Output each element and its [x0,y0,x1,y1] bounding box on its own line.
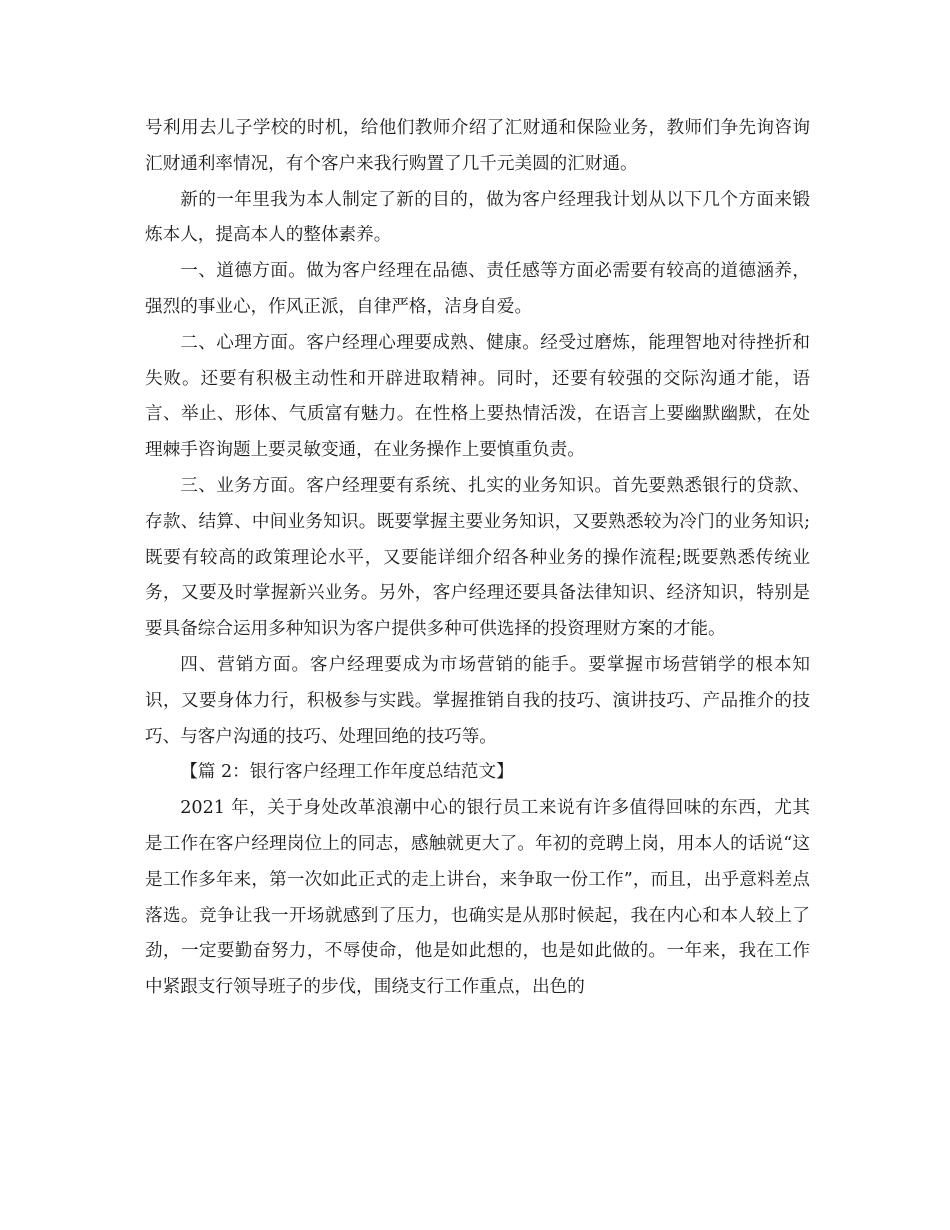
paragraph-goals-intro: 新的一年里我为本人制定了新的目的，做为客户经理我计划从以下几个方面来锻炼本人，提高本人的整体素养。 [145,189,810,246]
document-body [145,111,810,1006]
paragraph-marketing: 四、营销方面。客户经理要成为市场营销的能手。要掌握市场营销学的根本知识，又要身体力行，积极参与实践。掌握推销自我的技巧、演讲技巧、产品推介的技巧、与客户沟通的技巧、处理回绝的技巧等。 [145,654,810,747]
paragraph-business: 三、业务方面。客户经理要有系统、扎实的业务知识。首先要熟悉银行的贷款、存款、结算、中间业务知识。既要掌握主要业务知识，又要熟悉较为冷门的业务知识;既要有较高的政策理论水平，又要能详细介绍各种业务的操作流程;既要熟悉传统业务，又要及时掌握新兴业务。另外，客户经理还要具备法律知识、经济知识，特别是要具备综合运用多种知识为客户提供多种可供选择的投资理财方案的才能。 [145,475,810,640]
paragraph-annual-summary: 2021 年，关于身处改革浪潮中心的银行员工来说有许多值得回味的东西，尤其是工作在客户经理岗位上的同志，感触就更大了。年初的竞聘上岗，用本人的话说“这是工作多年来，第一次如此正式的走上讲台，来争取一份工作”，而且，出乎意料差点落选。竞争让我一开场就感到了压力，也确实是从那时候起，我在内心和本人较上了劲，一定要勤奋努力，不辱使命，他是如此想的，也是如此做的。一年来，我在工作中紧跟支行领导班子的步伐，围绕支行工作重点，出色的 [145,798,810,998]
paragraph-ethics: 一、道德方面。做为客户经理在品德、责任感等方面必需要有较高的道德涵养，强烈的事业心，作风正派，自律严格，洁身自爱。 [145,261,810,317]
paragraph-continued: 号利用去儿子学校的时机，给他们教师介绍了汇财通和保险业务，教师们争先询咨询汇财通利率情况，有个客户来我行购置了几千元美圆的汇财通。 [145,118,810,174]
section-heading: 【篇 2：银行客户经理工作年度总结范文】 [180,762,514,783]
paragraph-psychology: 二、心理方面。客户经理心理要成熟、健康。经受过磨炼，能理智地对待挫折和失败。还要有积极主动性和开辟进取精神。同时，还要有较强的交际沟通才能，语言、举止、形体、气质富有魅力。在性格上要热情活泼，在语言上要幽默幽默，在处理棘手咨询题上要灵敏变通，在业务操作上要慎重负责。 [145,332,810,461]
